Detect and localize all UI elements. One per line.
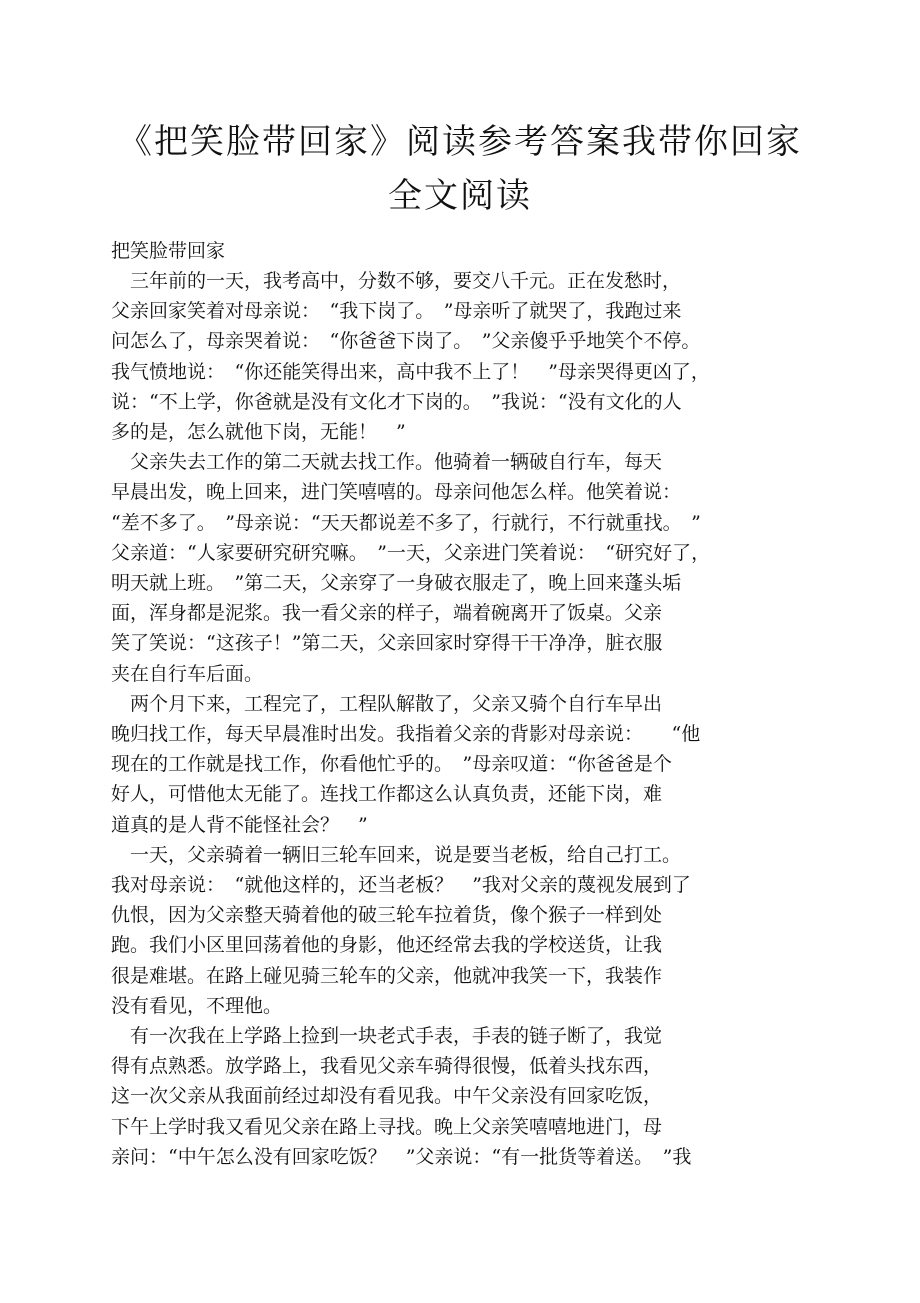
text-line: “差不多了。 ”母亲说：“天天都说差不多了，行就行，不行就重找。 ” (111, 511, 701, 534)
text-line: 一天，父亲骑着一辆旧三轮车回来，说是要当老板，给自己打工。 (111, 843, 682, 866)
text-line: 晚归找工作，每天早晨准时出发。我指着父亲的背影对母亲说： “他 (111, 723, 701, 745)
text-line: 早晨出发，晚上回来，进门笑嘻嘻的。母亲问他怎么样。他笑着说： (111, 481, 682, 504)
text-line: 很是难堪。在路上碰见骑三轮车的父亲，他就冲我笑一下，我装作 (111, 964, 663, 987)
text-line: 明天就上班。 ”第二天，父亲穿了一身破衣服走了，晚上回来蓬头垢 (111, 572, 682, 594)
text-line: 问怎么了，母亲哭着说： “你爸爸下岗了。 ”父亲傻乎乎地笑个不停。 (111, 330, 701, 353)
document-title-line-1: 《把笑脸带回家》阅读参考答案我带你回家 (118, 122, 802, 162)
text-line: 多的是，怎么就他下岗，无能！ ” (111, 421, 406, 443)
text-line: 仇恨，因为父亲整天骑着他的破三轮车拉着货，像个猴子一样到处 (111, 904, 663, 927)
text-line: 这一次父亲从我面前经过却没有看见我。中午父亲没有回家吃饭， (111, 1085, 663, 1108)
document-title-line-2: 全文阅读 (388, 176, 532, 216)
text-line: 三年前的一天，我考高中，分数不够，要交八千元。正在发愁时， (111, 270, 682, 292)
text-line: 笑了笑说：“这孩子！”第二天，父亲回家时穿得干干净净，脏衣服 (111, 632, 663, 655)
text-line: 跑。我们小区里回荡着他的身影，他还经常去我的学校送货，让我 (111, 934, 663, 957)
text-line: 两个月下来，工程完了，工程队解散了，父亲又骑个自行车早出 (111, 692, 663, 715)
text-line: 得有点熟悉。放学路上，我看见父亲车骑得很慢，低着头找东西， (111, 1055, 663, 1078)
text-line: 我气愤地说： “你还能笑得出来，高中我不上了！ ”母亲哭得更凶了， (111, 360, 710, 383)
text-line: 有一次我在上学路上捡到一块老式手表，手表的链子断了，我觉 (111, 1025, 663, 1047)
text-line: 我对母亲说： “就他这样的，还当老板？ ”我对父亲的蔑视发展到了 (111, 874, 691, 896)
article-subtitle: 把笑脸带回家 (111, 240, 226, 262)
text-line: 下午上学时我又看见父亲在路上寻找。晚上父亲笑嘻嘻地进门，母 (111, 1115, 663, 1138)
text-line: 夹在自行车后面。 (111, 662, 264, 685)
text-line: 父亲失去工作的第二天就去找工作。他骑着一辆破自行车，每天 (111, 451, 663, 474)
text-line: 好人，可惜他太无能了。连找工作都这么认真负责，还能下岗，难 (111, 783, 663, 806)
text-line: 没有看见，不理他。 (111, 994, 283, 1017)
text-line: 父亲道：“人家要研究研究嘛。 ”一天，父亲进门笑着说： “研究好了， (111, 541, 711, 564)
text-line: 道真的是人背不能怪社会？ ” (111, 813, 368, 836)
text-line: 亲问：“中午怎么没有回家吃饭？ ”父亲说：“有一批货等着送。 ”我 (111, 1145, 692, 1168)
text-line: 父亲回家笑着对母亲说： “我下岗了。 ”母亲听了就哭了，我跑过来 (111, 300, 682, 323)
text-line: 现在的工作就是找工作，你看他忙乎的。 ”母亲叹道：“你爸爸是个 (111, 753, 672, 776)
text-line: 面，浑身都是泥浆。我一看父亲的样子，端着碗离开了饭桌。父亲 (111, 602, 663, 625)
text-line: 说：“不上学，你爸就是没有文化才下岗的。 ”我说：“没有文化的人 (111, 390, 682, 413)
